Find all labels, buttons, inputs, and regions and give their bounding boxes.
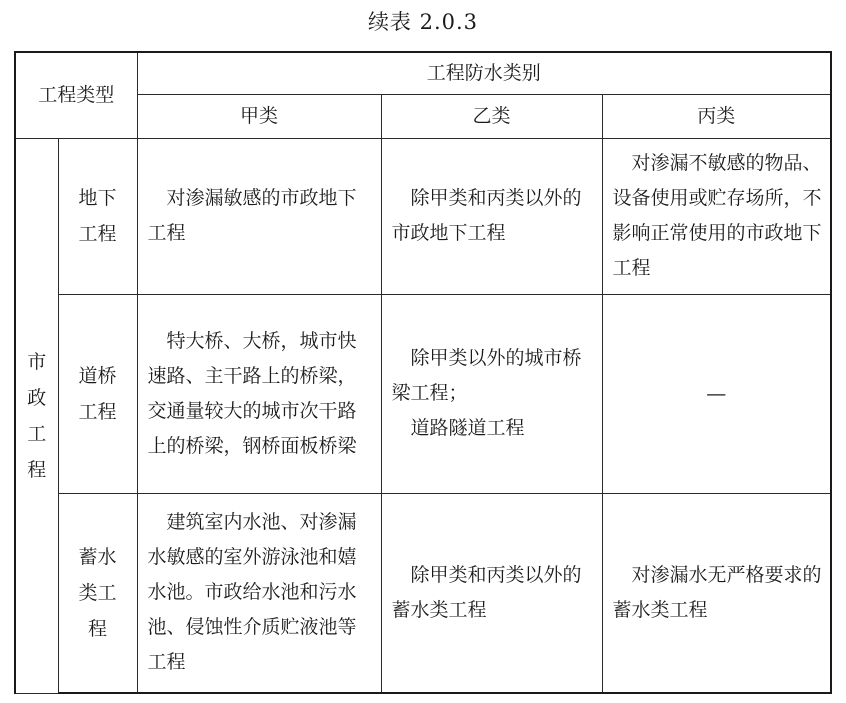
cell-c: 对渗漏不敏感的物品、设备使用或贮存场所，不影响正常使用的市政地下工程 — [602, 138, 831, 294]
cell-b: 除甲类和丙类以外的市政地下工程 — [381, 138, 602, 294]
table-row — [15, 138, 831, 294]
group-label-char: 程 — [27, 458, 47, 481]
cell-a: 特大桥、大桥，城市快速路、主干路上的桥梁，交通量较大的城市次干路上的桥梁，钢桥面板桥梁 — [137, 294, 381, 493]
table-row — [15, 493, 831, 693]
group-label-char: 市 — [27, 350, 47, 373]
type-header: 工程类型 — [15, 52, 137, 138]
row-name: 蓄水 类工 程 — [58, 493, 137, 693]
table-row — [15, 294, 831, 493]
column-header-a: 甲类 — [137, 94, 381, 138]
cell-b: 除甲类以外的城市桥梁工程； 道路隧道工程 — [381, 294, 602, 493]
group-label-char: 政 — [27, 386, 47, 409]
row-name: 道桥 工程 — [58, 294, 137, 493]
column-header-b: 乙类 — [381, 94, 602, 138]
group-label-char: 工 — [27, 422, 47, 445]
cell-c: — — [602, 294, 831, 493]
row-name: 地下 工程 — [58, 138, 137, 294]
cell-c: 对渗漏水无严格要求的蓄水类工程 — [602, 493, 831, 693]
category-header: 工程防水类别 — [137, 52, 831, 94]
table-caption: 续表 2.0.3 — [367, 10, 479, 34]
waterproof-category-table — [14, 51, 832, 694]
cell-a: 对渗漏敏感的市政地下工程 — [137, 138, 381, 294]
group-label — [15, 138, 58, 693]
cell-a: 建筑室内水池、对渗漏水敏感的室外游泳池和嬉水池。市政给水池和污水池、侵蚀性介质贮液池等工程 — [137, 493, 381, 693]
cell-b: 除甲类和丙类以外的蓄水类工程 — [381, 493, 602, 693]
column-header-c: 丙类 — [602, 94, 831, 138]
